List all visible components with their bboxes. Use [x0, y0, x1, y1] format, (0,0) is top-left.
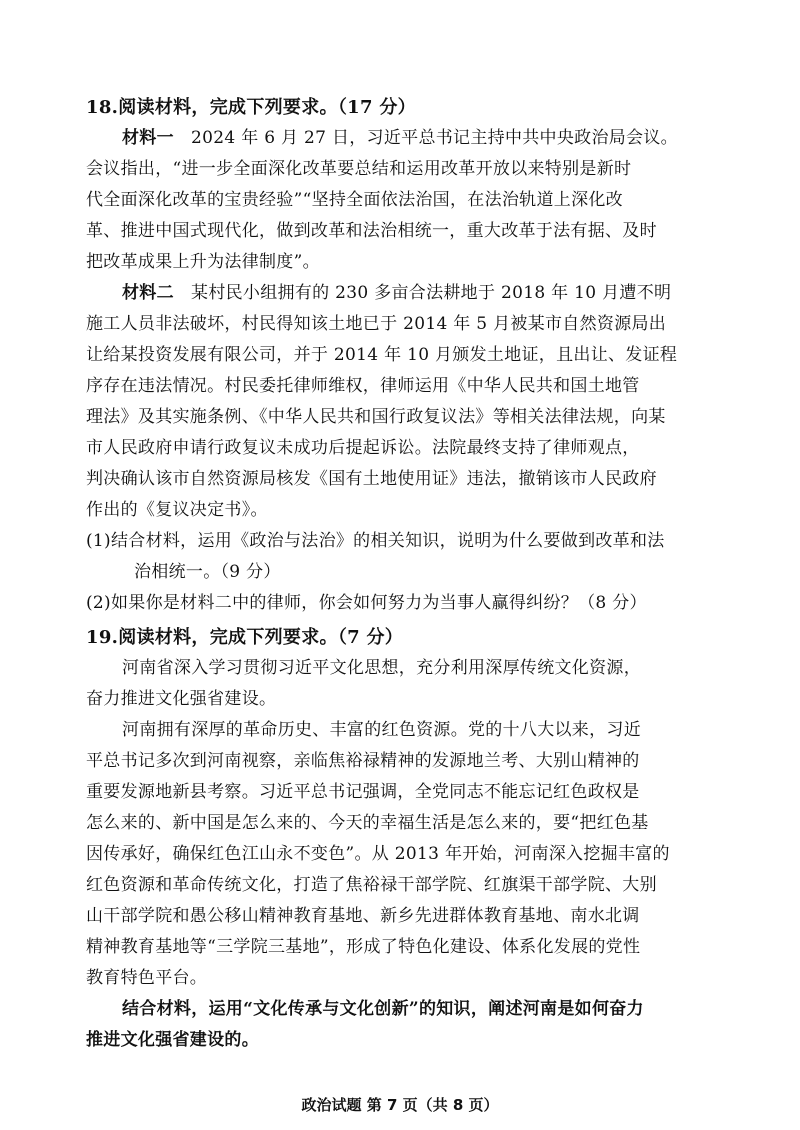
q19-paragraph-2-line: 重要发源地新县考察。习近平总书记强调，全党同志不能忘记红色政权是	[86, 782, 640, 802]
material-2-line: 材料二 某村民小组拥有的 230 多亩合法耕地于 2018 年 10 月遭不明	[122, 283, 672, 303]
page-footer: 政治试题 第 7 页（共 8 页）	[301, 1096, 499, 1114]
material-2-line: 序存在违法情况。村民委托律师维权，律师运用《中华人民共和国土地管	[86, 376, 640, 396]
q19-paragraph-2-line: 教育特色平台。	[86, 968, 208, 988]
question-18	[86, 92, 726, 619]
sub-question-1-continued: 治相统一。（9 分）	[134, 562, 281, 582]
q19-paragraph-2-line: 山干部学院和愚公移山精神教育基地、新乡先进群体教育基地、南水北调	[86, 906, 640, 926]
sub-question-1: (1)结合材料，运用《政治与法治》的相关知识，说明为什么要做到改革和法	[86, 531, 665, 551]
q19-paragraph-2-line: 平总书记多次到河南视察，亲临焦裕禄精神的发源地兰考、大别山精神的	[86, 751, 640, 771]
material-1-line: 会议指出，“进一步全面深化改革要总结和运用改革开放以来特别是新时	[86, 159, 632, 179]
question-18-title: 18.阅读材料，完成下列要求。（17 分）	[86, 97, 416, 118]
material-1-line: 材料一 2024 年 6 月 27 日，习近平总书记主持中共中央政治局会议。	[122, 128, 678, 148]
q19-task-line: 结合材料，运用“文化传承与文化创新”的知识，阐述河南是如何奋力	[122, 999, 644, 1019]
q19-paragraph-2-line: 怎么来的、新中国是怎么来的、今天的幸福生活是怎么来的，要“把红色基	[86, 813, 649, 833]
material-2-line: 让给某投资发展有限公司，并于 2014 年 10 月颁发土地证，且出让、发证程	[86, 345, 678, 365]
material-1-line: 革、推进中国式现代化，做到改革和法治相统一，重大改革于法有据、及时	[86, 221, 657, 241]
q19-task-line: 推进文化强省建设的。	[86, 1030, 259, 1050]
material-2-line: 施工人员非法破坏，村民得知该土地已于 2014 年 5 月被某市自然资源局出	[86, 314, 667, 334]
question-19	[86, 622, 726, 1056]
q19-paragraph-2-line: 因传承好，确保红色江山永不变色”。从 2013 年开始，河南深入挖掘丰富的	[86, 844, 670, 864]
q19-paragraph-1-line: 奋力推进文化强省建设。	[86, 689, 277, 709]
q19-paragraph-2-line: 红色资源和革命传统文化，打造了焦裕禄干部学院、红旗渠干部学院、大别	[86, 875, 657, 895]
material-2-label: 材料二	[122, 283, 174, 303]
material-2-line: 判决确认该市自然资源局核发《国有土地使用证》违法，撤销该市人民政府	[86, 469, 657, 489]
material-1-label: 材料一	[122, 128, 174, 148]
material-2-line: 理法》及其实施条例、《中华人民共和国行政复议法》等相关法律法规，向某	[86, 407, 666, 427]
material-2-line: 市人民政府申请行政复议未成功后提起诉讼。法院最终支持了律师观点，	[86, 438, 640, 458]
q19-paragraph-2-line: 河南拥有深厚的革命历史、丰富的红色资源。党的十八大以来，习近	[122, 720, 641, 740]
sub-question-2: (2)如果你是材料二中的律师，你会如何努力为当事人赢得纠纷？（8 分）	[86, 593, 647, 613]
material-2-line: 作出的《复议决定书》。	[86, 500, 268, 520]
material-1-line: 把改革成果上升为法律制度”。	[86, 252, 320, 272]
material-1-line: 代全面深化改革的宝贵经验”“坚持全面依法治国，在法治轨道上深化改	[86, 190, 623, 210]
q19-paragraph-1-line: 河南省深入学习贯彻习近平文化思想，充分利用深厚传统文化资源，	[122, 658, 641, 678]
q19-paragraph-2-line: 精神教育基地等“三学院三基地”，形成了特色化建设、体系化发展的党性	[86, 937, 641, 957]
question-19-title: 19.阅读材料，完成下列要求。（7 分）	[86, 627, 404, 648]
